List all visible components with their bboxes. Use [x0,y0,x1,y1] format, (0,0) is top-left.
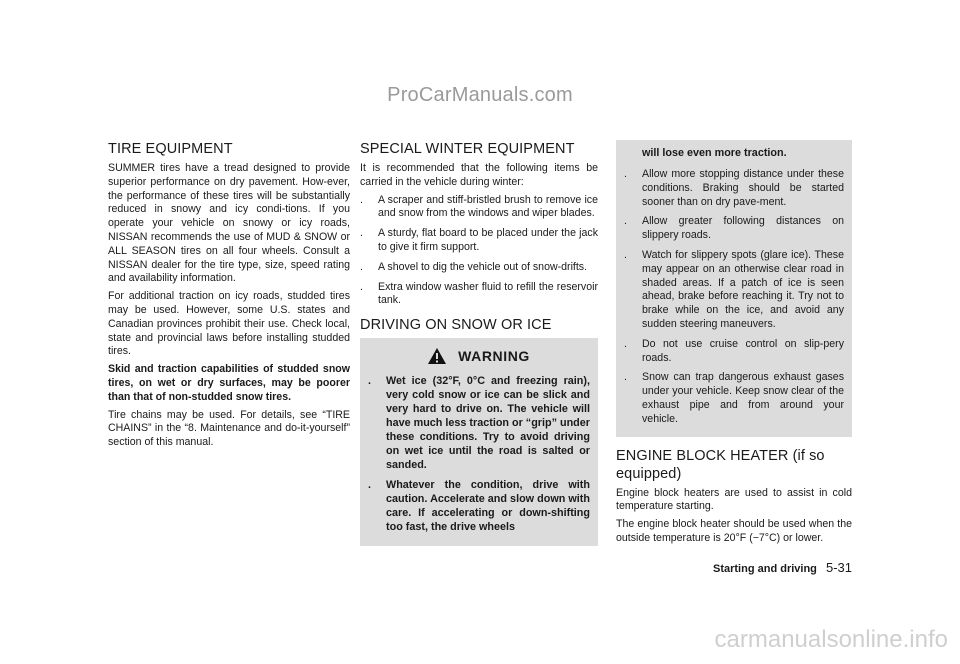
paragraph-tire-chains: Tire chains may be used. For details, see “TIRE CHAINS” in the “8. Maintenance and do-it-yourself” section of this manual. [108,408,350,449]
bullet: . [368,375,371,388]
bullet: . [624,248,627,261]
watermark-bottom: carmanualsonline.info [714,626,948,653]
warning-label: WARNING [458,348,530,365]
paragraph-summer-tires: SUMMER tires have a tread designed to provide superior performance on dry pavement. How-ever, the performance of these tires will be substantially reduced in snowy and icy condi-tions. If you operate your vehicle on snowy or icy roads, NISSAN recommends the use of MUD & SNOW or ALL SEASON tires on all four wheels. Consult a NISSAN dealer for the tire type, size, speed rating and availability information. [108,162,350,285]
bullet: . [624,337,627,350]
column-winter-equipment [360,140,598,546]
list-item: . Allow more stopping distance under these conditions. Braking should be started sooner than on dry pave-ment. [624,168,844,208]
list-item: . Snow can trap dangerous exhaust gases under your vehicle. Keep snow clear of the exhaust pipe and from around your vehicle. [624,371,844,425]
winter-items-list [360,194,598,309]
list-item: . Watch for slippery spots (glare ice). These may appear on an otherwise clear road in shaded areas. If a patch of ice is seen ahead, brake before reaching it. Try not to brake while on the ice, and avoid any sudden steering maneuvers. [624,248,844,330]
heading-driving-on-snow: DRIVING ON SNOW OR ICE [360,317,552,334]
warning-list [368,374,590,534]
bullet: . [624,215,627,228]
bullet: . [360,280,363,293]
heading-engine-block-heater: ENGINE BLOCK HEATER (if so equipped) [616,447,825,482]
bullet: . [624,371,627,384]
list-item: . A shovel to dig the vehicle out of snow-drifts. [360,260,588,273]
list-item: . Allow greater following distances on slippery roads. [624,215,844,242]
paragraph-skid-traction: Skid and traction capabilities of studded snow tires, on wet or dry surfaces, may be poorer than that of non-studded snow tires. [108,363,350,403]
list-item: . Whatever the condition, drive with caution. Accelerate and slow down with care. If accelerating or down-shifting too fast, the drive wheels [368,479,590,534]
bullet: . [368,479,371,492]
bullet: . [360,193,363,206]
bullet: . [624,168,627,180]
paragraph-heater-temperature: The engine block heater should be used when the outside temperature is 20°F (−7°C) or lower. [616,518,852,544]
list-item: . Extra window washer fluid to refill the reservoir tank. [360,280,598,307]
paragraph-studded-tires: For additional traction on icy roads, studded tires may be used. However, some U.S. states and Canadian provinces prohibit their use. Check local, state and provincial laws before installing studded tires. [108,290,350,358]
page-number: 5-31 [825,560,852,575]
bullet: . [360,260,363,273]
warning-header [368,348,590,364]
warning-continuation: will lose even more traction. [642,147,787,159]
paragraph-winter-intro: It is recommended that the following items be carried in the vehicle during winter: [360,162,598,188]
warning-list-continued [624,168,844,427]
list-item: . Wet ice (32°F, 0°C and freezing rain), very cold snow or ice can be slick and very hard to drive on. The vehicle will have much less traction or “grip” under these conditions. Try to avoid driving on wet ice until the road is salted or sanded. [368,375,590,472]
warning-triangle-icon [428,348,446,364]
warning-box-continued [616,140,852,437]
column-tire-equipment [108,140,350,454]
bullet: . [360,227,363,240]
footer-section-title: Starting and driving [713,563,817,575]
watermark-top: ProCarManuals.com [387,84,573,106]
list-item: . Do not use cruise control on slip-pery roads. [624,337,844,364]
list-item: . A scraper and stiff-bristled brush to remove ice and snow from the windows and wiper blades. [360,193,598,220]
page-footer [680,560,852,575]
warning-box [360,338,598,546]
paragraph-heater-purpose: Engine block heaters are used to assist in cold temperature starting. [616,486,852,513]
heading-tire-equipment: TIRE EQUIPMENT [108,141,233,157]
list-item: . A sturdy, flat board to be placed under the jack to give it firm support. [360,227,598,253]
column-continued-warning [616,140,852,550]
heading-special-winter-equipment: SPECIAL WINTER EQUIPMENT [360,141,575,157]
